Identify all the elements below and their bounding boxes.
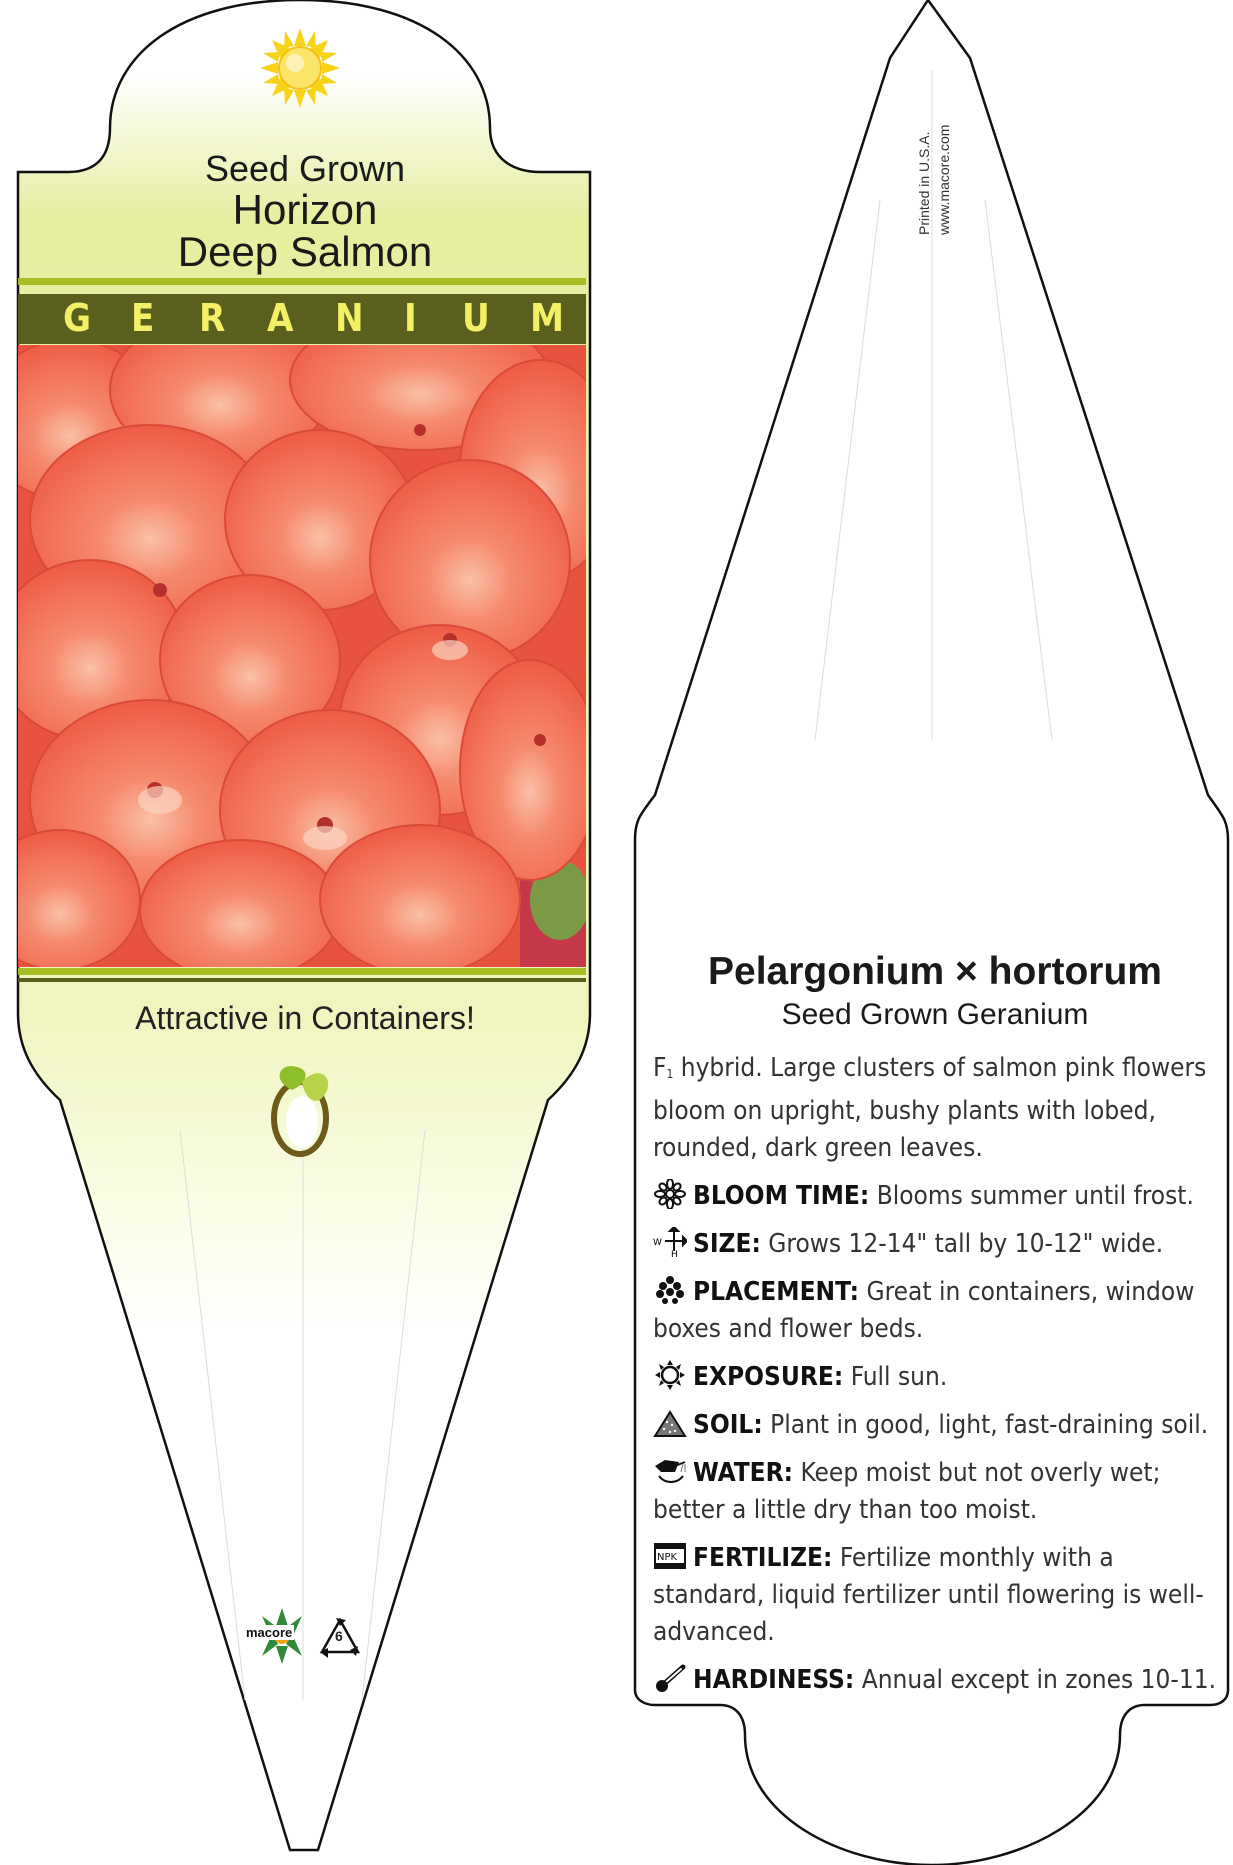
flower-cluster-icon [653, 1275, 687, 1305]
tagline: Attractive in Containers! [135, 1000, 475, 1036]
genus-letter: E [131, 296, 155, 340]
npk-icon [653, 1541, 687, 1571]
seed-grown-label: Seed Grown [204, 148, 406, 189]
print-note [914, 125, 954, 235]
care-item-placement: PLACEMENT: Great in containers, window boxes and flower beds. [653, 1277, 1195, 1344]
plant-description [653, 1050, 1218, 1699]
printed-in-label: Printed in U.S.A. [916, 131, 932, 235]
care-item-hardiness: HARDINESS: Annual except in zones 10-11. [653, 1662, 1218, 1699]
care-item-fertilize: NPK FERTILIZE: Fertilize monthly with a standard, liquid fertilizer until flowering is well-advanced. [653, 1543, 1204, 1647]
recycle-code: 6 [335, 1628, 343, 1644]
care-item-soil: SOIL: Plant in good, light, fast-draining soil. [653, 1407, 1218, 1444]
genus-band [18, 294, 586, 344]
soil-pile-icon [653, 1408, 687, 1438]
sun-icon [653, 1360, 687, 1390]
variety-name-line1: Horizon [232, 186, 378, 233]
variety-name-line2: Deep Salmon [177, 228, 433, 275]
care-item-size: W H SIZE: Grows 12-14" tall by 10-12" wide. [653, 1229, 1164, 1259]
thermometer-icon [653, 1663, 687, 1693]
website-label: www.macore.com [936, 124, 952, 235]
genus-letter: M [530, 296, 565, 340]
care-item-bloom: BLOOM TIME: Blooms summer until frost. [653, 1178, 1218, 1215]
svg-text:W: W [653, 1238, 662, 1248]
care-item-water: WATER: Keep moist but not overly wet; better a little dry than too moist. [653, 1458, 1161, 1525]
description-paragraph: F1 hybrid. Large clusters of salmon pink flowers bloom on upright, bushy plants with lobed, rounded, dark green leaves. [653, 1053, 1207, 1163]
genus-letter: R [199, 296, 226, 340]
brand-name: macore [246, 1625, 293, 1640]
genus-letter: I [404, 296, 417, 340]
sun-icon [260, 28, 340, 108]
care-item-exposure: EXPOSURE: Full sun. [653, 1359, 1218, 1396]
flower-photo [0, 310, 620, 980]
botanical-name: Pelargonium × hortorum [708, 950, 1162, 993]
svg-text:NPK: NPK [657, 1552, 678, 1563]
genus-letter: A [267, 296, 294, 340]
genus-letter: G [63, 296, 92, 340]
genus-letter: U [462, 296, 490, 340]
genus-letter: N [335, 296, 364, 340]
size-arrows-icon [653, 1227, 687, 1257]
watering-can-icon [653, 1456, 687, 1486]
svg-text:H: H [671, 1250, 678, 1257]
common-name: Seed Grown Geranium [781, 998, 1089, 1031]
flower-icon [653, 1179, 687, 1209]
